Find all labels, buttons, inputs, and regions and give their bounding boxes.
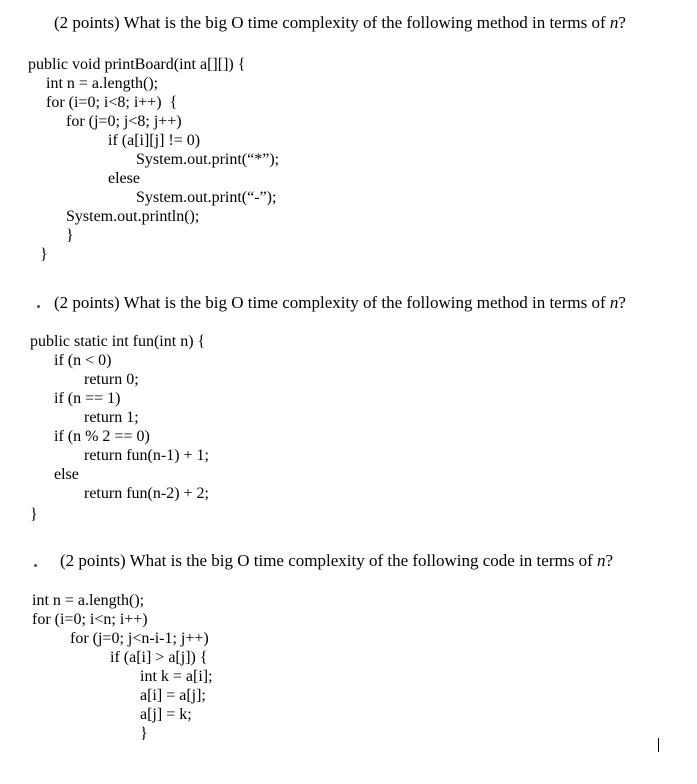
text-cursor: [658, 738, 659, 752]
list-bullet: [37, 305, 40, 308]
code-line: System.out.print(“-”);: [136, 189, 277, 206]
question-2-text: (2 points) What is the big O time complexity of the following method in terms of: [54, 293, 610, 312]
code-line: if (n % 2 == 0): [54, 428, 150, 445]
question-3-text: (2 points) What is the big O time complexity of the following code in terms of: [60, 551, 597, 570]
code-line: elese: [108, 170, 140, 187]
code-line: else: [54, 466, 79, 483]
question-1-variable: n: [609, 13, 619, 32]
code-line: return fun(n-2) + 2;: [84, 485, 209, 502]
code-line: return 0;: [84, 371, 139, 388]
code-line: a[i] = a[j];: [140, 687, 206, 704]
question-1-text: (2 points) What is the big O time complexity of the following method in terms of: [54, 13, 610, 32]
code-line: for (j=0; j<n-i-1; j++): [70, 630, 209, 647]
code-line: a[j] = k;: [140, 706, 192, 723]
code-line: if (a[i][j] != 0): [108, 132, 201, 149]
code-line: }: [140, 725, 148, 742]
list-bullet: [34, 564, 37, 567]
code-line: public static int fun(int n) {: [30, 333, 206, 350]
question-2-prompt: [54, 293, 626, 313]
code-line: int n = a.length();: [32, 592, 145, 609]
code-line: }: [66, 227, 74, 244]
code-line: for (i=0; i<n; i++): [32, 611, 148, 628]
question-1-prompt: [54, 13, 626, 33]
code-line: if (n == 1): [54, 390, 121, 407]
question-2-mark: ?: [618, 293, 626, 312]
code-line: System.out.print(“*”);: [136, 151, 280, 168]
code-line: for (i=0; i<8; i++) {: [46, 94, 178, 111]
code-line: public void printBoard(int a[][]) {: [28, 56, 246, 73]
question-3-prompt: [60, 551, 613, 571]
code-line: if (n < 0): [54, 352, 112, 369]
code-line: for (j=0; j<8; j++): [66, 113, 182, 130]
question-2-variable: n: [609, 293, 619, 312]
code-line: }: [40, 246, 48, 263]
question-3-variable: n: [596, 551, 606, 570]
code-line: int k = a[i];: [140, 668, 213, 685]
question-3-mark: ?: [605, 551, 614, 570]
code-line: }: [30, 506, 38, 523]
code-line: System.out.println();: [66, 208, 200, 225]
code-line: return fun(n-1) + 1;: [84, 447, 209, 464]
code-line: int n = a.length();: [46, 75, 159, 92]
question-1-mark: ?: [618, 13, 626, 32]
code-line: return 1;: [84, 409, 139, 426]
code-line: if (a[i] > a[j]) {: [110, 649, 208, 666]
